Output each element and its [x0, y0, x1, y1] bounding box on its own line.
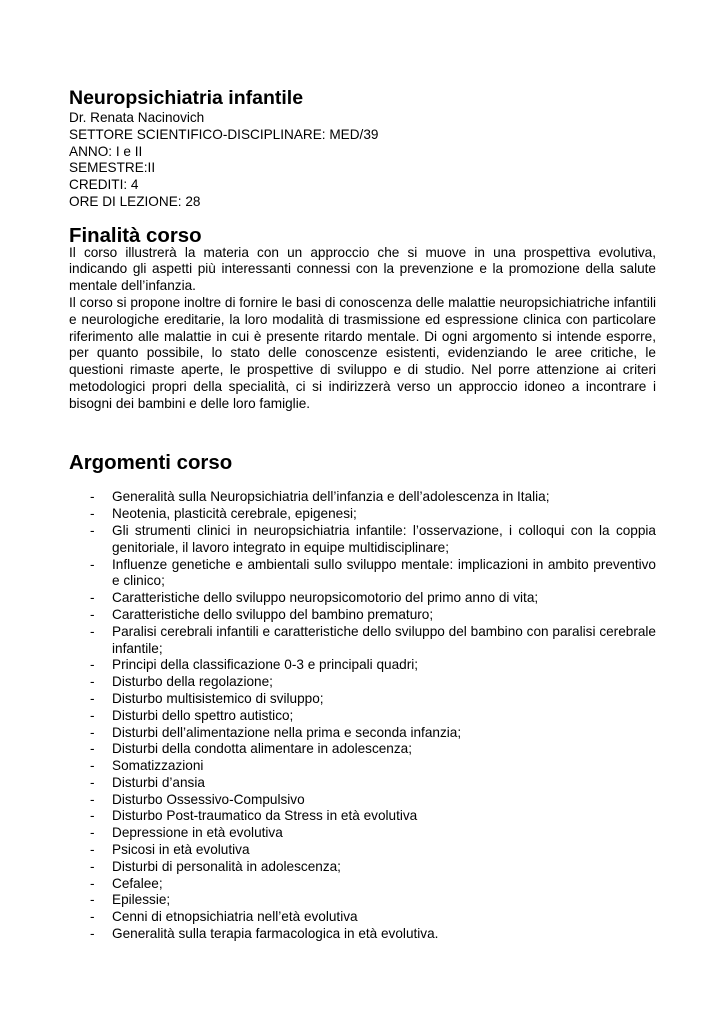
bullet-dash: -: [90, 590, 95, 606]
bullet-dash: -: [90, 674, 95, 690]
document-page: [69, 86, 656, 943]
bullet-dash: -: [90, 909, 95, 925]
list-item: [69, 892, 656, 909]
bullet-dash: -: [90, 522, 95, 538]
list-item: [69, 859, 656, 876]
topic-text: Neotenia, plasticità cerebrale, epigenesi;: [112, 506, 357, 522]
bullet-dash: -: [90, 724, 95, 740]
bullet-dash: -: [90, 506, 95, 522]
list-item: [69, 708, 656, 725]
list-item: [69, 590, 656, 607]
topic-text: Disturbo della regolazione;: [112, 674, 273, 690]
topic-text: Somatizzazioni: [112, 758, 204, 774]
argomenti-section: [69, 451, 656, 943]
topic-text: Disturbo Ossessivo-Compulsivo: [112, 791, 305, 807]
list-item: [69, 926, 656, 943]
topic-text: Principi della classificazione 0-3 e principali quadri;: [112, 657, 419, 673]
topic-text: Influenze genetiche e ambientali sullo sviluppo mentale: implicazioni in ambito preventivo e clinico;: [112, 556, 656, 589]
bullet-dash: -: [90, 791, 95, 807]
course-credits: CREDITI: 4: [69, 177, 139, 193]
list-item: [69, 808, 656, 825]
bullet-dash: -: [90, 489, 95, 505]
bullet-dash: -: [90, 926, 95, 942]
finalita-heading: Finalità corso: [69, 224, 202, 247]
topic-text: Gli strumenti clinici in neuropsichiatria infantile: l’osservazione, i colloqui con la coppia genitoriale, il lavoro integrato in equipe multidisciplinare;: [112, 522, 656, 555]
bullet-dash: -: [90, 606, 95, 622]
list-item: [69, 842, 656, 859]
bullet-dash: -: [90, 875, 95, 891]
bullet-dash: -: [90, 741, 95, 757]
topic-text: Generalità sulla terapia farmacologica in età evolutiva.: [112, 926, 439, 942]
bullet-dash: -: [90, 892, 95, 908]
instructor-name: Dr. Renata Nacinovich: [69, 110, 205, 125]
topic-text: Cenni di etnopsichiatria nell’età evolutiva: [112, 909, 358, 925]
bullet-dash: -: [90, 657, 95, 673]
bullet-dash: -: [90, 707, 95, 723]
list-item: [69, 657, 656, 674]
bullet-dash: -: [90, 623, 95, 639]
list-item: [69, 909, 656, 926]
list-item: [69, 825, 656, 842]
list-item: [69, 792, 656, 809]
bullet-dash: -: [90, 825, 95, 841]
bullet-dash: -: [90, 858, 95, 874]
lecture-hours: ORE DI LEZIONE: 28: [69, 193, 201, 209]
finalita-paragraph-1: Il corso illustrerà la materia con un approccio che si muove in una prospettiva evolutiva, indicando gli aspetti più interessanti connessi con la prevenzione e la promozione della salute mentale dell’infanzia.: [69, 244, 656, 294]
topic-text: Disturbo multisistemico di sviluppo;: [112, 690, 324, 706]
topic-text: Disturbi di personalità in adolescenza;: [112, 858, 341, 874]
topic-text: Caratteristiche dello sviluppo del bambino prematuro;: [112, 606, 434, 622]
course-semester: SEMESTRE:II: [69, 160, 156, 176]
topic-text: Epilessie;: [112, 892, 171, 908]
page-title: Neuropsichiatria infantile: [69, 87, 304, 109]
list-item: [69, 725, 656, 742]
list-item: [69, 506, 656, 523]
bullet-dash: -: [90, 690, 95, 706]
topic-text: Cefalee;: [112, 875, 163, 891]
list-item: [69, 758, 656, 775]
course-year: ANNO: I e II: [69, 143, 143, 159]
list-item: [69, 876, 656, 893]
finalita-section: [69, 224, 656, 413]
topic-text: Disturbi dello spettro autistico;: [112, 707, 294, 723]
course-meta: [69, 110, 656, 211]
bullet-dash: -: [90, 808, 95, 824]
topic-text: Generalità sulla Neuropsichiatria dell’infanzia e dell’adolescenza in Italia;: [112, 489, 550, 505]
list-item: [69, 523, 656, 557]
topic-text: Caratteristiche dello sviluppo neuropsicomotorio del primo anno di vita;: [112, 590, 539, 606]
topic-text: Disturbi d’ansia: [112, 774, 205, 790]
bullet-dash: -: [90, 842, 95, 858]
disciplinary-sector: SETTORE SCIENTIFICO-DISCIPLINARE: MED/39: [69, 126, 379, 142]
list-item: [69, 624, 656, 658]
argomenti-heading: Argomenti corso: [69, 451, 233, 474]
finalita-paragraph-2: Il corso si propone inoltre di fornire le basi di conoscenza delle malattie neuropsichiatriche infantili e neurologiche ereditarie, la loro modalità di trasmissione ed espressione clinica con particolare riferimento alle malattie in cui è presente ritardo mentale. Di ogni argomento si intende esporre, per quanto possibile, lo stato delle conoscenze esistenti, evidenziando le aree critiche, le questioni rimaste aperte, le prospettive di sviluppo e di studio. Nel porre attenzione ai criteri metodologici propri della specialità, ci si indirizzerà verso un approccio idoneo a incontrare i bisogni dei bambini e delle loro famiglie.: [69, 294, 656, 411]
topic-text: Disturbi della condotta alimentare in adolescenza;: [112, 741, 412, 757]
list-item: [69, 557, 656, 591]
list-item: [69, 691, 656, 708]
bullet-dash: -: [90, 774, 95, 790]
topic-text: Disturbo Post-traumatico da Stress in età evolutiva: [112, 808, 418, 824]
bullet-dash: -: [90, 758, 95, 774]
list-item: [69, 775, 656, 792]
list-item: [69, 674, 656, 691]
list-item: [69, 489, 656, 506]
bullet-dash: -: [90, 556, 95, 572]
topic-text: Depressione in età evolutiva: [112, 825, 283, 841]
list-item: [69, 741, 656, 758]
topic-text: Psicosi in età evolutiva: [112, 842, 250, 858]
topic-text: Paralisi cerebrali infantili e caratteristiche dello sviluppo del bambino con paralisi cerebrale infantile;: [112, 623, 656, 656]
topic-text: Disturbi dell’alimentazione nella prima e seconda infanzia;: [112, 724, 462, 740]
list-item: [69, 607, 656, 624]
topics-list: [69, 489, 656, 943]
